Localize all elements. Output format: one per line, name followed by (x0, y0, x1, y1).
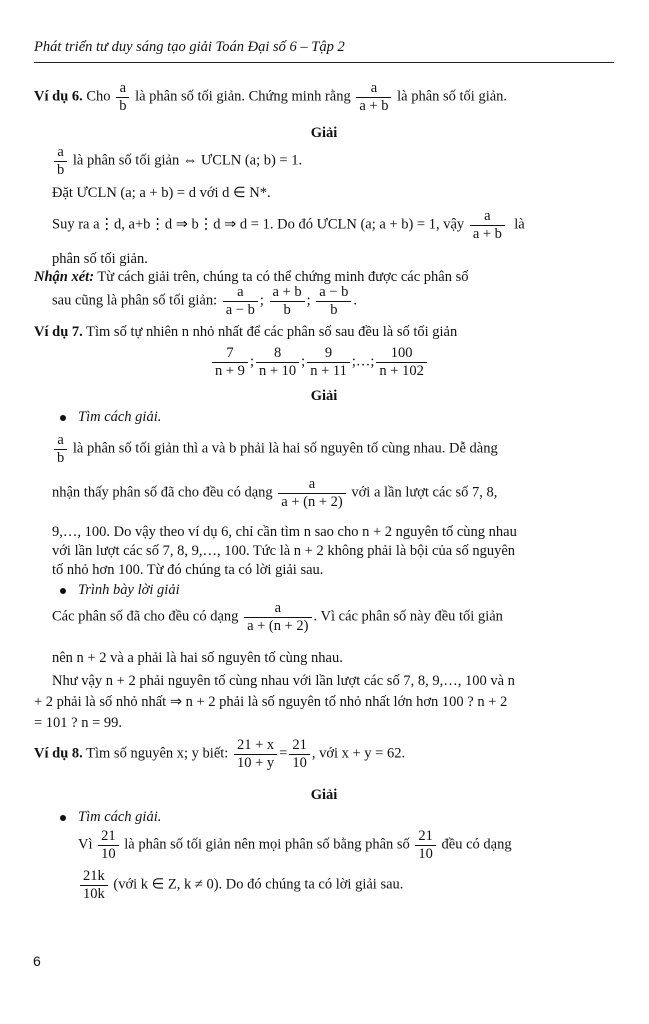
ex6-line-3: Suy ra a⋮d, a+b⋮d ⇒ b⋮d ⇒ d = 1. Do đó ƯCLN (a; a + b) = 1, vậy $\frac{a}{a + b}$ là (52, 208, 525, 242)
fraction: $\frac{a}{a + (n + 2)}$ (244, 600, 311, 634)
ex8-line-1: Vì $\frac{21}{10}$ là phân số tối giản nên mọi phân số bằng phân số $\frac{21}{10}$ đều có dạng (78, 828, 512, 862)
ex6-line-4: phân số tối giản. (52, 251, 148, 267)
page-number: 6 (33, 953, 41, 969)
remark-fractions: sau cũng là phân số tối giản: $\frac{a}{a - b}$ ; $\frac{a + b}{b}$ ; $\frac{a - b}{b}$ . (52, 284, 358, 318)
bullet-icon (60, 815, 66, 821)
example-6-statement: Ví dụ 6. Cho $\frac{a}{b}$ là phân số tối giản. Chứng minh rằng $\frac{a}{a + b}$ là phân số tối giản. (34, 80, 508, 114)
ex8-line-2: $\frac{21k}{10k}$ (với k ∈ Z, k ≠ 0). Do đó chúng ta có lời giải sau. (78, 868, 403, 902)
ex7-solution-2: nên n + 2 và a phải là hai số nguyên tố cùng nhau. (52, 650, 343, 666)
solution-heading: Giải (310, 388, 338, 404)
ex7-solution-4: + 2 phải là số nhỏ nhất ⇒ n + 2 phải là số nguyên tố nhỏ nhất lớn hơn 100 ? n + 2 (34, 694, 508, 710)
ex6-line-1: $\frac{a}{b}$ là phân số tối giản ⇔ ƯCLN (a; b) = 1. (52, 144, 302, 178)
fraction: $\frac{21}{10}$ (289, 737, 310, 771)
ex7-para-3: 9,…, 100. Do vậy theo ví dụ 6, chỉ cần tìm n sao cho n + 2 nguyên tố cùng nhau (52, 524, 517, 540)
fraction: $\frac{a}{b}$ (54, 144, 67, 178)
fraction: $\frac{21k}{10k}$ (80, 868, 108, 902)
ex7-fraction-list: $\frac{7}{n + 9}$ ; $\frac{8}{n + 10}$ ; $\frac{9}{n + 11}$ ;…; $\frac{100}{n + 102}$ (210, 345, 429, 379)
fraction: $\frac{21 + x}{10 + y}$ (234, 737, 277, 771)
bullet-heading: Trình bày lời giải (78, 582, 180, 598)
fraction: $\frac{21}{10}$ (98, 828, 119, 862)
bullet-icon (60, 415, 66, 421)
bullet-heading: Tìm cách giải. (78, 809, 162, 825)
fraction: $\frac{a}{a + (n + 2)}$ (278, 476, 345, 510)
ex7-solution-5: = 101 ? n = 99. (34, 715, 123, 731)
ex7-para-4: với lần lượt các số 7, 8, 9,…, 100. Tức là n + 2 không phải là bội của số nguyên (52, 543, 516, 559)
ex7-para-1: $\frac{a}{b}$ là phân số tối giản thì a và b phải là hai số nguyên tố cùng nhau. Dễ dàng (52, 432, 498, 466)
ex7-para-5: tố nhỏ hơn 100. Từ đó chúng ta có lời giải sau. (52, 562, 324, 578)
ex7-solution-1: Các phân số đã cho đều có dạng $\frac{a}{a + (n + 2)}$ . Vì các phân số này đều tối giản (52, 600, 503, 634)
fraction: $\frac{a + b}{b}$ (270, 284, 305, 318)
ex7-solution-3: Như vậy n + 2 phải nguyên tố cùng nhau với lần lượt các số 7, 8, 9,…, 100 và n (52, 673, 515, 689)
fraction: $\frac{21}{10}$ (415, 828, 436, 862)
bullet-icon (60, 588, 66, 594)
remark: Nhận xét: Từ cách giải trên, chúng ta có thể chứng minh được các phân số (34, 269, 469, 285)
fraction: $\frac{9}{n + 11}$ (307, 345, 350, 379)
solution-heading: Giải (310, 787, 338, 803)
solution-heading: Giải (310, 125, 338, 141)
example-7-statement: Ví dụ 7. Tìm số tự nhiên n nhỏ nhất để các phân số sau đều là số tối giản (34, 324, 458, 340)
fraction: $\frac{a - b}{b}$ (316, 284, 351, 318)
ex6-line-2: Đặt ƯCLN (a; a + b) = d với d ∈ N*. (52, 185, 271, 201)
fraction: $\frac{a}{a + b}$ (356, 80, 391, 114)
fraction: $\frac{a}{a + b}$ (470, 208, 505, 242)
ex7-para-2: nhận thấy phân số đã cho đều có dạng $\frac{a}{a + (n + 2)}$ với a lần lượt các số 7, 8, (52, 476, 498, 510)
fraction: $\frac{7}{n + 9}$ (212, 345, 248, 379)
example-8-statement: Ví dụ 8. Tìm số nguyên x; y biết: $\frac{21 + x}{10 + y}$ = $\frac{21}{10}$ , với x + y = 62. (34, 737, 406, 771)
fraction: $\frac{a}{b}$ (116, 80, 129, 114)
fraction: $\frac{a}{b}$ (54, 432, 67, 466)
fraction: $\frac{a}{a - b}$ (223, 284, 258, 318)
fraction: $\frac{8}{n + 10}$ (256, 345, 299, 379)
fraction: $\frac{100}{n + 102}$ (376, 345, 426, 379)
running-header: Phát triển tư duy sáng tạo giải Toán Đại số 6 – Tập 2 (34, 38, 614, 63)
bullet-heading: Tìm cách giải. (78, 409, 162, 425)
